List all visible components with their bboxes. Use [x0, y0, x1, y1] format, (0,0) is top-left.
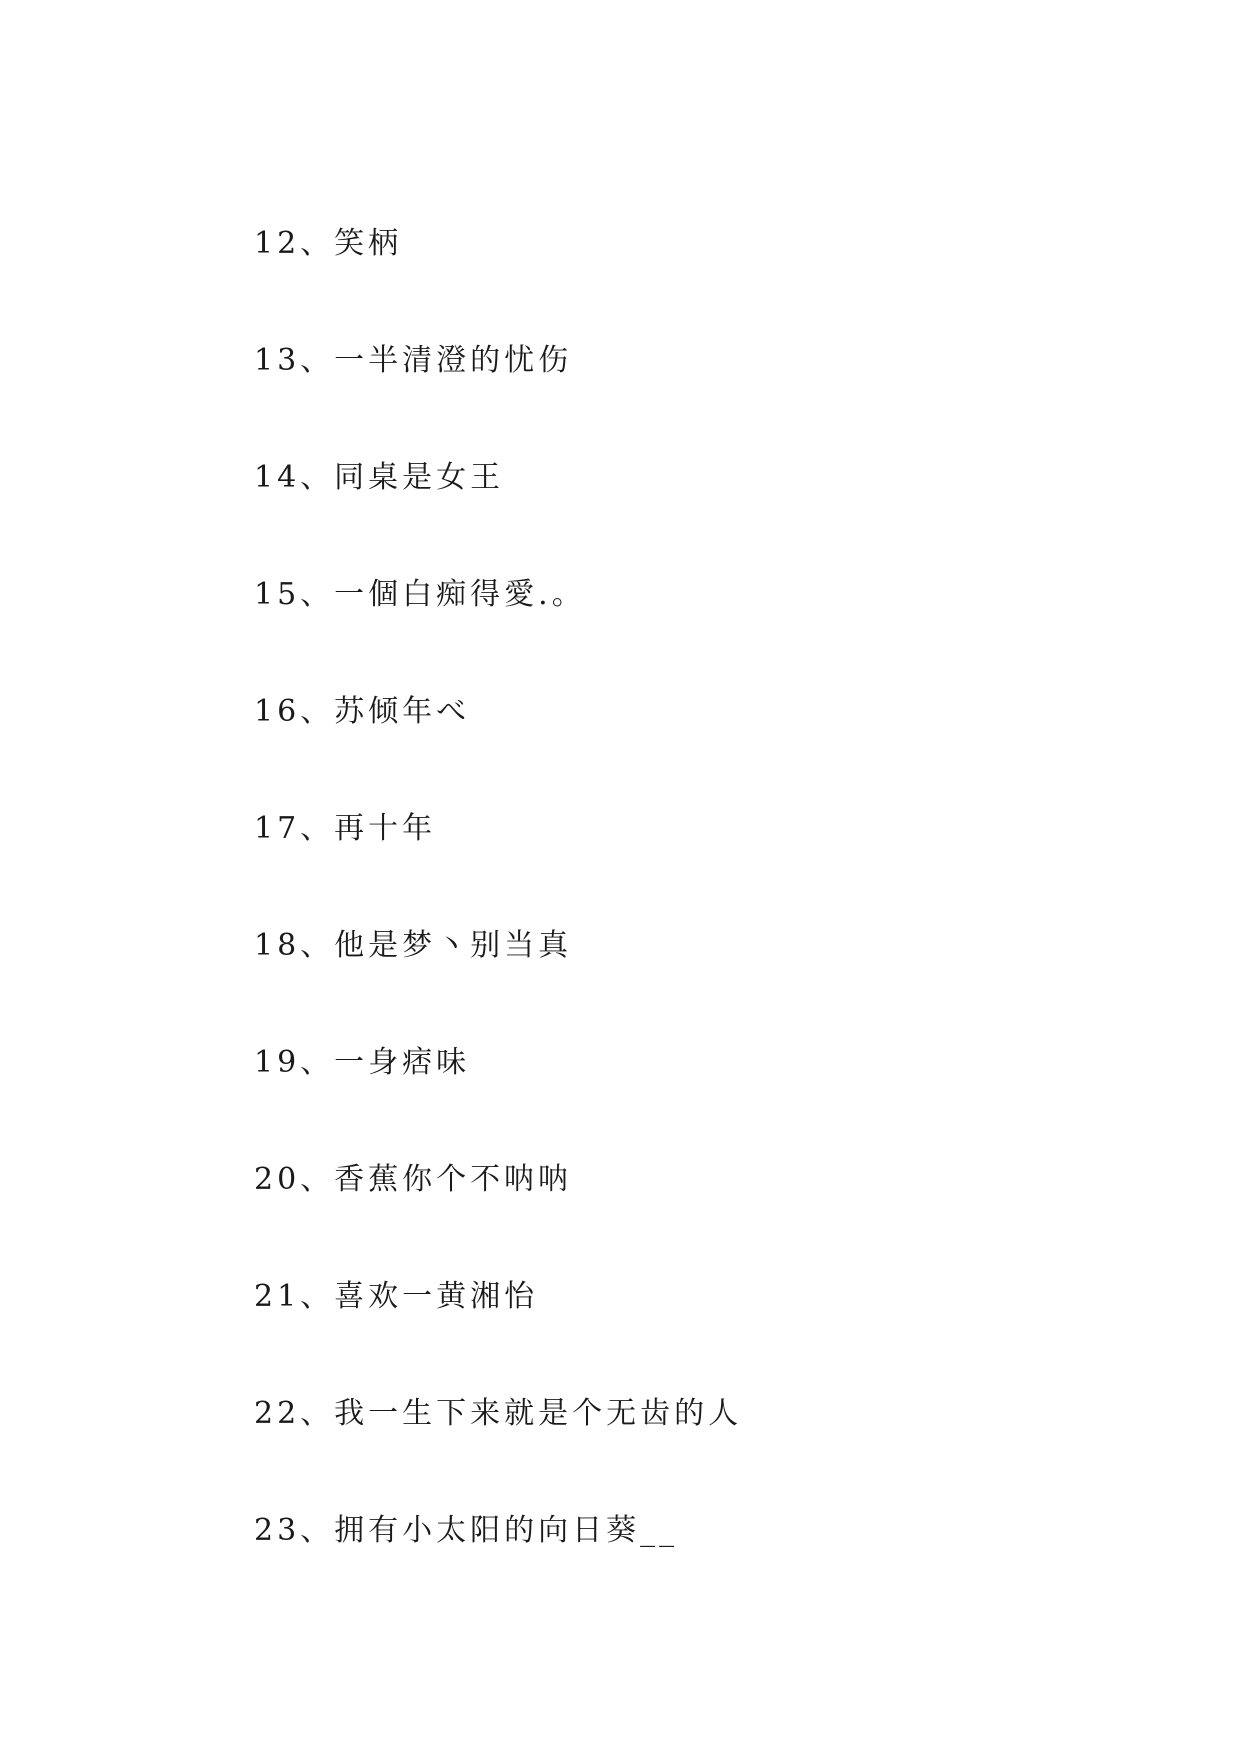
numbered-list: [254, 224, 742, 1628]
list-item: 17、再十年: [254, 811, 437, 846]
list-item: 18、他是梦丶别当真: [254, 928, 573, 963]
list-item: 19、一身痞味: [254, 1045, 471, 1080]
list-item: 16、苏倾年べ: [254, 694, 471, 729]
list-item: 22、我一生下来就是个无齿的人: [254, 1396, 743, 1431]
list-item: 14、同桌是女王: [254, 460, 505, 495]
list-item: 12、笑柄: [254, 226, 403, 261]
list-item: 15、一個白痴得愛.。: [254, 577, 586, 612]
list-item: 13、一半清澄的忧伤: [254, 343, 573, 378]
list-item: 21、喜欢一黄湘怡: [254, 1279, 539, 1314]
list-item: 20、香蕉你个不呐呐: [254, 1162, 573, 1197]
list-item: 23、拥有小太阳的向日葵__: [254, 1513, 679, 1548]
